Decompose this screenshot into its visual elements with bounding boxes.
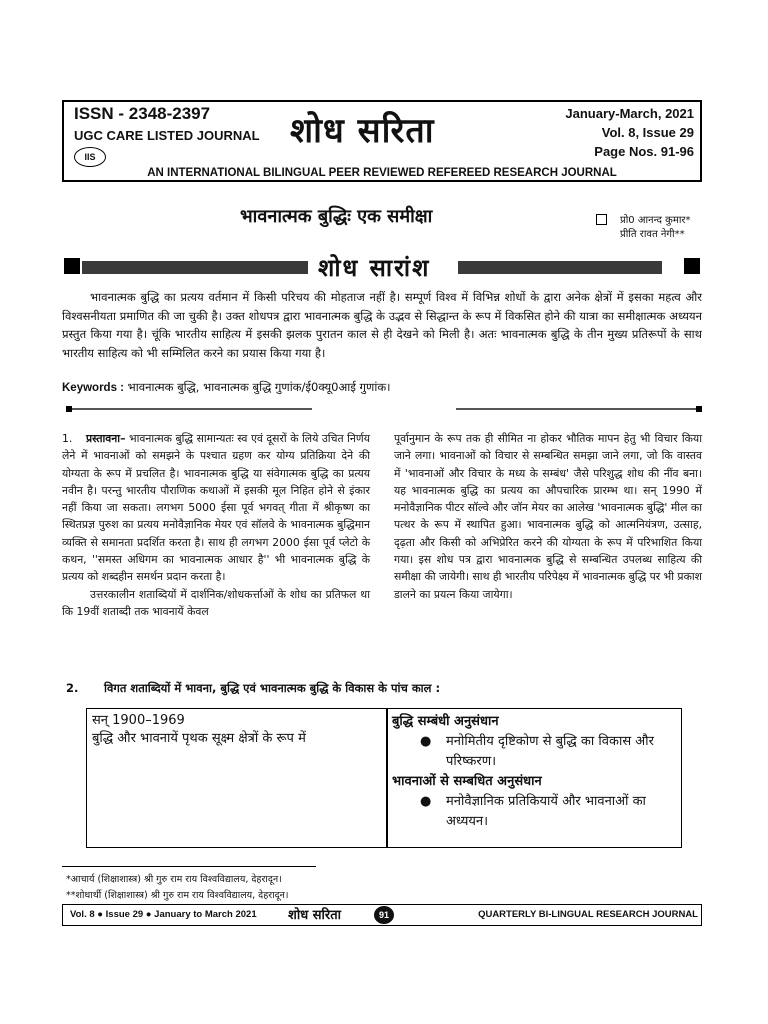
history-paragraph: उत्तरकालीन शताब्दियों में दार्शनिक/शोधकर्त्ताओं के शोध का प्रतिफल था कि 19वीं शताब्दी तक भावनायें केवल: [62, 587, 370, 618]
research-heading-intelligence: बुद्धि सम्बंधी अनुसंधान: [392, 714, 499, 729]
section-1-number: 1.: [62, 432, 73, 445]
author-primary: प्रो0 आनन्द कुमार*: [620, 215, 691, 226]
bullet-item: [392, 792, 682, 832]
body-column-right: [394, 430, 702, 603]
section-2-heading: [66, 681, 706, 696]
footer-logo: शोध सरिता: [288, 908, 341, 923]
footnote-author-1: *आचार्य (शिक्षाशास्त्र) श्री गुरु राम राय विश्वविद्यालय, देहरादून।: [66, 874, 282, 885]
page-number-badge: 91: [374, 906, 394, 924]
footer-issue-info: Vol. 8 ● Issue 29 ● January to March 2021: [70, 909, 257, 920]
section-rule-left: [66, 408, 312, 410]
author-marker-icon: [596, 214, 607, 225]
issn-number: ISSN - 2348-2397: [74, 104, 211, 123]
banner-square-left: [64, 258, 80, 274]
bullet-icon: ●: [420, 794, 432, 809]
section-rule-right: [456, 408, 702, 410]
footer-journal-type: QUARTERLY BI-LINGUAL RESEARCH JOURNAL: [478, 909, 698, 920]
bullet-item: [392, 732, 682, 772]
volume-issue: Vol. 8, Issue 29: [601, 125, 694, 140]
table-cell-research: [392, 712, 682, 832]
section-1-title: प्रस्तावना–: [86, 432, 126, 445]
issue-date: January-March, 2021: [565, 106, 694, 121]
abstract-heading: शोध सारांश: [318, 254, 431, 282]
footnote-author-2: **शोधार्थी (शिक्षाशास्त्र) श्री गुरु राम राय विश्वविद्यालय, देहरादून।: [66, 890, 289, 901]
iis-badge: IIS: [74, 147, 106, 167]
section-2-title: विगत शताब्दियों में भावना, बुद्धि एवं भावनात्मक बुद्धि के विकास के पांच काल :: [104, 681, 441, 695]
journal-logo: शोध सरिता: [290, 111, 435, 151]
table-column-divider: [386, 708, 388, 848]
research-heading-emotions: भावनाओं से सम्बधित अनुसंधान: [392, 774, 542, 789]
body-column-left: [62, 430, 370, 620]
bullet-text: मनोमितीय दृष्टिकोण से बुद्धि का विकास और परिष्करण।: [446, 734, 654, 769]
bullet-text: मनोवैज्ञानिक प्रतिकियायें और भावनाओं का अध्ययन।: [446, 794, 646, 829]
journal-tagline: AN INTERNATIONAL BILINGUAL PEER REVIEWED REFEREED RESEARCH JOURNAL: [147, 167, 617, 179]
rule-dot-left: [66, 406, 72, 412]
abstract-text: भावनात्मक बुद्धि का प्रत्यय वर्तमान में किसी परिचय की मोहताज नहीं है। सम्पूर्ण विश्व में विभिन्न शोधों के द्वारा अनेक क्षेत्रों में इसका महत्व और विश्वसनीयता प्रमाणित की जा चुकी है। उक्त शोधपत्र द्वारा भावनात्मक बुद्धि के उद्भव से सिद्धान्त के रूप में विकसित होने की यात्रा का समीक्षात्मक अध्ययन प्रस्तुत किया गया है। चूंकि भारतीय साहित्य में इसकी झलक पुरातन काल से ही देखने को मिली है। अतः भावनात्मक बुद्धि के तीन मुख्य प्रतिरूपों के साथ भारतीय साहित्य को भी सम्मिलित करने का प्रयास किया गया है।: [62, 290, 702, 360]
keywords-line: [62, 380, 702, 395]
rule-dot-right: [696, 406, 702, 412]
ugc-listing: UGC CARE LISTED JOURNAL: [74, 128, 260, 143]
banner-square-right: [684, 258, 700, 274]
period-heading: सन् 1900–1969: [92, 713, 185, 728]
table-cell-period: [92, 712, 382, 748]
period-description: बुद्धि और भावनायें पृथक सूक्ष्म क्षेत्रों के रूप में: [92, 731, 306, 746]
page-range: Page Nos. 91-96: [594, 144, 694, 159]
section-2-number: 2.: [66, 681, 79, 695]
bullet-icon: ●: [420, 734, 432, 749]
footnote-rule: [62, 866, 316, 867]
intro-paragraph: [62, 430, 370, 586]
continuation-paragraph: पूर्वानुमान के रूप तक ही सीमित ना होकर भौतिक मापन हेतु भी विचार किया जाने लगा। भावनाओं को विचार से सम्बन्धित समझा जाने लगा, जो कि वास्तव में 'भावनाओं और विचार के मध्य के सम्बंध' जैसे परिशुद्ध शोध की नींव बना। यह भावनात्मक बुद्धि का प्रत्यय का औपचारिक प्रारम्भ था। सन् 1990 में मनोवैज्ञानिक पीटर सॉल्वे और जॉन मेयर का आलेख 'भावनात्मक बुद्धि' मील का पत्थर के रूप में स्थापित हुआ। भावनात्मक बुद्धि को आत्मनियंत्रण, उत्साह, दृढ़ता और किसी को अभिप्रेरित करने की योग्यता के रूप में परिभाशित किया गया। इस शोध पत्र द्वारा भावनात्मक बुद्धि से सम्बन्धित उपलब्ध साहित्य की समीक्षा की जायेगी। साथ ही भारतीय परिपेक्ष्य में भावनात्मक बुद्धि पर भी प्रकाश डालने का प्रयत्न किया जायेगा।: [394, 432, 702, 601]
article-title: भावनात्मक बुद्धिः एक समीक्षा: [240, 206, 433, 227]
keywords-value: भावनात्मक बुद्धि, भावनात्मक बुद्धि गुणांक/ई0क्यू0आई गुणांक।: [127, 380, 391, 394]
intro-text: भावनात्मक बुद्धि सामान्यतः स्व एवं दूसरों के लिये उचित निर्णय लेने में भावनाओं को समझने के पश्चात ग्रहण कर योग्य प्रतिक्रिया देने की योग्यता के रूप में प्रचलित है। भावनात्मक बुद्धि या संवेगात्मक बुद्धि का प्रत्यय नवीन है। परन्तु भारतीय पौराणिक कथाओं में इसकी मूल निहित होने से इंकार नहीं किया जा सकता। लगभग 5000 ईसा पूर्व भगवत् गीता में श्रीकृष्ण का स्थितप्रज्ञ पुरुश का प्रत्यय मनोवैज्ञानिक मेयर एवं सॉलवे के भावनात्मक बुद्धिमान व्यक्ति से समानता प्रदर्शित करता है। साथ ही लगभग 2000 ईसा पूर्व प्लेटो के कथन, ''समस्त अधिगम का भावनात्मक आधार है'' भी भावनात्मक बुद्धि के प्रत्यय को शब्दहीन समर्थन प्रदान करता है।: [62, 432, 370, 584]
banner-bar-left: [82, 261, 308, 274]
banner-bar-right: [458, 261, 662, 274]
author-secondary: प्रीति रावत नेगी**: [620, 229, 685, 240]
keywords-label: Keywords :: [62, 382, 124, 394]
